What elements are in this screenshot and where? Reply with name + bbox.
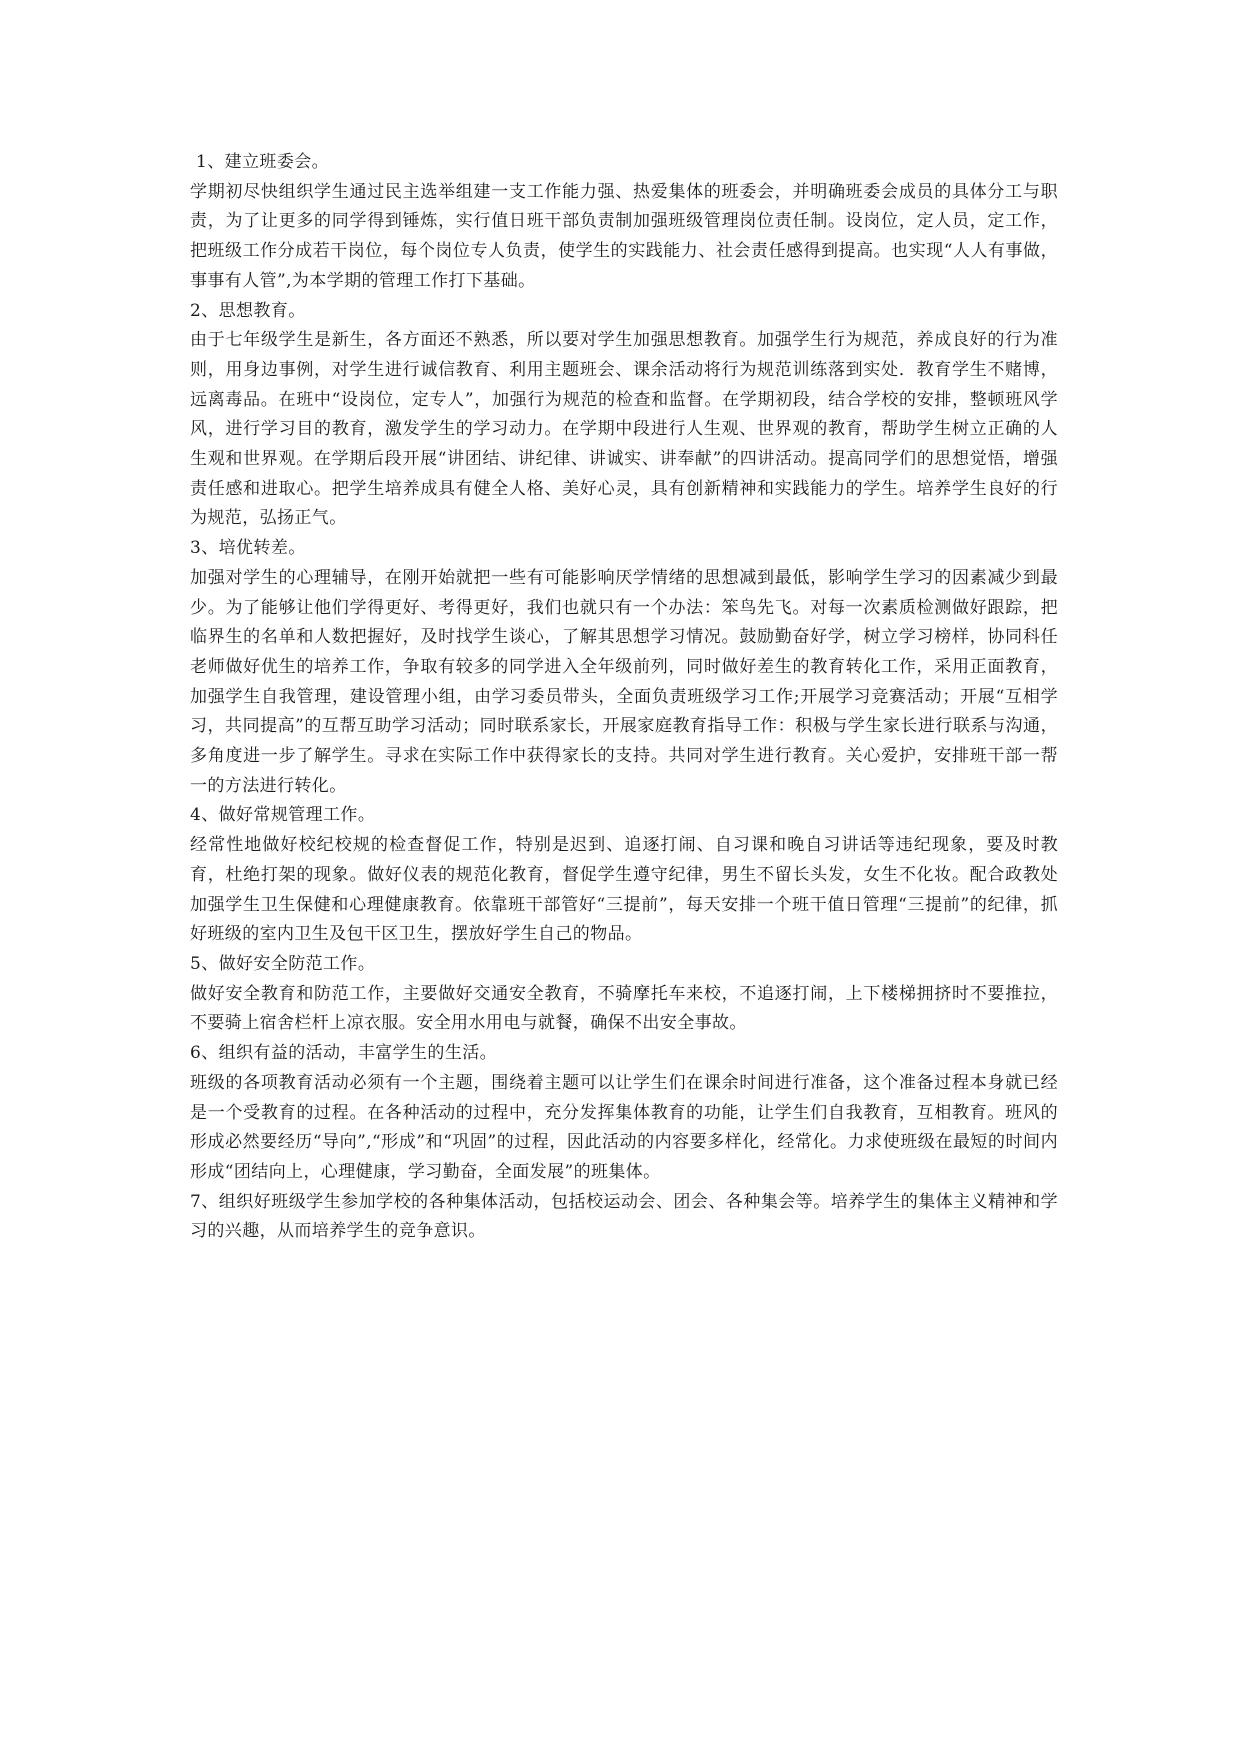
- section-body-6: 班级的各项教育活动必须有一个主题，围绕着主题可以让学生们在课余时间进行准备，这个准备过程本身就已经是一个受教育的过程。在各种活动的过程中，充分发挥集体教育的功能，让学生们自我教育，互相教育。班风的形成必然要经历“导向”,“形成”和“巩固”的过程，因此活动的内容要多样化，经常化。力求使班级在最短的时间内形成“团结向上，心理健康，学习勤奋，全面发展”的班集体。: [190, 1072, 1058, 1182]
- section-heading-3: 3、培优转差。: [190, 538, 306, 559]
- section-body-3: 加强对学生的心理辅导，在刚开始就把一些有可能影响厌学情绪的思想减到最低，影响学生学习的因素减少到最少。为了能够让他们学得更好、考得更好，我们也就只有一个办法：笨鸟先飞。对每一次素质检测做好跟踪，把临界生的名单和人数把握好，及时找学生谈心，了解其思想学习情况。鼓励勤奋好学，树立学习榜样，协同科任老师做好优生的培养工作，争取有较多的同学进入全年级前列，同时做好差生的教育转化工作，采用正面教育，加强学生自我管理，建设管理小组，由学习委员带头，全面负责班级学习工作;开展学习竞赛活动；开展“互相学习，共同提高”的互帮互助学习活动；同时联系家长，开展家庭教育指导工作：积极与学生家长进行联系与沟通，多角度进一步了解学生。寻求在实际工作中获得家长的支持。共同对学生进行教育。关心爱护，安排班干部一帮一的方法进行转化。: [190, 567, 1058, 796]
- section-heading-1: 1、建立班委会。: [196, 152, 330, 172]
- section-heading-7: 7、组织好班级学生参加学校的各种集体活动，包括校运动会、团会、各种集会等。培养学生的集体主义精神和学习的兴趣，从而培养学生的竞争意识。: [190, 1191, 1058, 1242]
- section-body-4: 经常性地做好校纪校规的检查督促工作，特别是迟到、追逐打闹、自习课和晚自习讲话等违纪现象，要及时教育，杜绝打架的现象。做好仪表的规范化教育，督促学生遵守纪律，男生不留长头发，女生不化妆。配合政教处加强学生卫生保健和心理健康教育。依靠班干部管好“三提前”，每天安排一个班干值日管理“三提前”的纪律，抓好班级的室内卫生及包干区卫生，摆放好学生自己的物品。: [190, 835, 1058, 945]
- section-heading-6: 6、组织有益的活动，丰富学生的生活。: [190, 1043, 498, 1064]
- section-body-2: 由于七年级学生是新生，各方面还不熟悉，所以要对学生加强思想教育。加强学生行为规范，养成良好的行为准则，用身边事例，对学生进行诚信教育、利用主题班会、课余活动将行为规范训练落到实处．教育学生不赌博，远离毒品。在班中“设岗位，定专人”，加强行为规范的检查和监督。在学期初段，结合学校的安排，整顿班风学风，进行学习目的教育，激发学生的学习动力。在学期中段进行人生观、世界观的教育，帮助学生树立正确的人生观和世界观。在学期后段开展“讲团结、讲纪律、讲诚实、讲奉献”的四讲活动。提高同学们的思想觉悟，增强责任感和进取心。把学生培养成具有健全人格、美好心灵，具有创新精神和实践能力的学生。培养学生良好的行为规范，弘扬正气。: [190, 330, 1058, 529]
- section-heading-4: 4、做好常规管理工作。: [190, 805, 376, 826]
- section-heading-2: 2、思想教育。: [190, 300, 306, 321]
- section-heading-5: 5、做好安全防范工作。: [190, 953, 376, 974]
- section-body-1: 学期初尽快组织学生通过民主选举组建一支工作能力强、热爱集体的班委会，并明确班委会成员的具体分工与职责，为了让更多的同学得到锤炼，实行值日班干部负责制加强班级管理岗位责任制。设岗位，定人员，定工作，把班级工作分成若干岗位，每个岗位专人负责，使学生的实践能力、社会责任感得到提高。也实现“人人有事做，事事有人管”,为本学期的管理工作打下基础。: [190, 181, 1058, 291]
- document-body: [190, 148, 1058, 1247]
- section-body-5: 做好安全教育和防范工作，主要做好交通安全教育，不骑摩托车来校，不追逐打闹，上下楼梯拥挤时不要推拉，不要骑上宿舍栏杆上凉衣服。安全用水用电与就餐，确保不出安全事故。: [190, 983, 1058, 1034]
